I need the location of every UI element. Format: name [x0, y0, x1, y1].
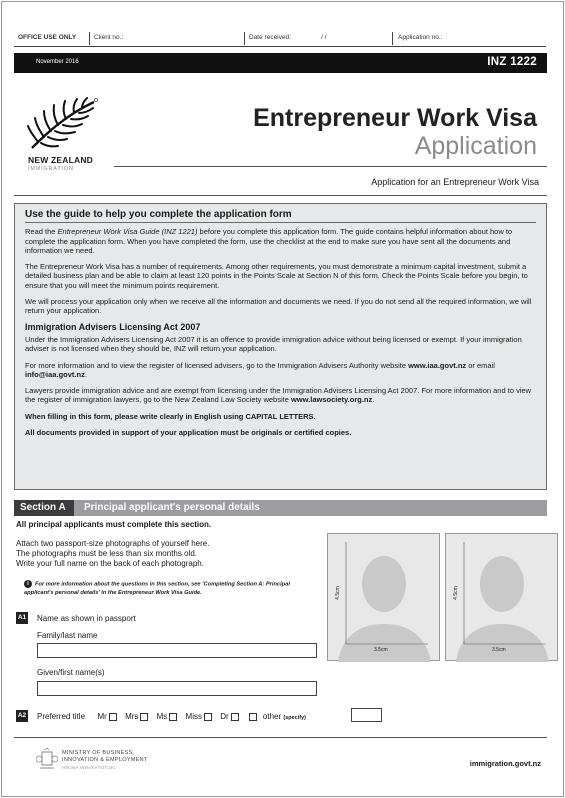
office-use-strip: [14, 30, 546, 47]
date-separators: / /: [321, 34, 327, 41]
guide-paragraph: For more information and to view the register of licensed advisers, go to the Immigration Advisers Authority website www.iaa.govt.nz or email info@iaa.govt.nz.: [25, 360, 495, 379]
question-number-a2: A2: [16, 710, 28, 722]
form-code: INZ 1222: [487, 56, 537, 68]
iaa-website-link[interactable]: www.iaa.govt.nz: [408, 360, 467, 370]
nz-immigration-logo: [24, 96, 104, 176]
guide-info-box: [14, 203, 547, 490]
divider: [114, 166, 547, 167]
divider: [392, 32, 393, 45]
photo-placeholder[interactable]: [445, 533, 558, 661]
title-mrs-checkbox[interactable]: [140, 713, 148, 721]
a1-label: Name as shown in passport: [37, 614, 136, 623]
photo-width-label: 3.5cm: [492, 647, 506, 653]
specify-label: (specify): [283, 715, 306, 721]
application-no-label: Application no.:: [398, 34, 443, 41]
preferred-title-label: Preferred title: [37, 712, 86, 721]
divider: [244, 32, 245, 45]
guide-paragraph: Read the Entrepreneur Work Visa Guide (INZ 1221) before you complete this application form. The guide contains helpful information about how to complete the application form. When you have completed the form, use the checklist at the end to make sure you have sent all the documents and information we need.: [25, 227, 513, 255]
photo-width-label: 3.5cm: [374, 647, 388, 653]
title-mr-checkbox[interactable]: [109, 713, 117, 721]
title-miss-checkbox[interactable]: [204, 713, 212, 721]
title-miss-label: Miss: [185, 712, 202, 721]
given-name-input[interactable]: [37, 681, 317, 696]
act-heading: Immigration Advisers Licensing Act 2007: [25, 321, 201, 332]
silver-fern-icon: [24, 96, 104, 154]
guide-paragraph: The Entrepreneur Work Visa has a number of requirements. Among other requirements, you must demonstrate a minimum capital investment, submit a detailed business plan and be able to claim at least 120 points in the Points Scale at Section N of this form. Check the Points Scale before you begin, to ensure that you will meet the minimum points requirement.: [25, 262, 528, 290]
title-other-input[interactable]: [351, 708, 382, 722]
logo-text-immigration: IMMIGRATION: [28, 166, 74, 172]
family-name-label: Family/last name: [37, 631, 98, 640]
page-title: Entrepreneur Work Visa: [253, 104, 537, 132]
title-ms-label: Ms: [156, 712, 168, 721]
guide-paragraph: We will process your application only when we receive all the information and documents we need. If you do not send all the required information, we will return your application.: [25, 297, 532, 316]
section-title: Principal applicant's personal details: [84, 502, 260, 513]
preferred-title-row: [37, 712, 306, 721]
form-date: November 2016: [36, 59, 79, 65]
law-society-link[interactable]: www.lawsociety.org.nz: [290, 395, 373, 405]
question-number-a1: A1: [16, 612, 28, 624]
page-title-secondary: Application: [414, 132, 537, 160]
section-instruction: All principal applicants must complete this section.: [16, 520, 212, 529]
guide-paragraph: When filling in this form, please write clearly in English using CAPITAL LETTERS.: [25, 411, 316, 421]
info-note: i For more information about the questions in this section, see 'Completing Section A: Principal applicant's personal details' in the Entrepreneur Work Visa Guide.: [24, 581, 290, 596]
section-a-header: [14, 500, 547, 516]
logo-text-nz: NEW ZEALAND: [28, 155, 93, 165]
section-label: Section A: [14, 500, 74, 516]
divider: [14, 737, 547, 738]
person-silhouette-icon: [446, 534, 559, 662]
form-header-bar: [14, 53, 547, 73]
title-other-checkbox[interactable]: [249, 713, 257, 721]
title-dr-checkbox[interactable]: [231, 713, 239, 721]
immigration-website-link[interactable]: immigration.govt.nz: [469, 759, 541, 768]
family-name-input[interactable]: [37, 643, 317, 658]
client-no-label: Client no.:: [94, 34, 124, 41]
ministry-name: MINISTRY OF BUSINESS, INNOVATION & EMPLOYMENT HĪKINA WHAKATUTUKI: [62, 750, 148, 770]
iaa-email-link[interactable]: info@iaa.govt.nz: [25, 369, 85, 379]
person-silhouette-icon: [328, 534, 441, 662]
guide-heading: Use the guide to help you complete the application form: [25, 210, 536, 223]
office-use-label: OFFICE USE ONLY: [18, 34, 77, 41]
info-icon: i: [24, 580, 32, 588]
page-subtitle: Application for an Entrepreneur Work Visa: [371, 177, 539, 187]
divider: [89, 32, 90, 45]
photo-height-label: 4.5cm: [452, 586, 459, 600]
title-ms-checkbox[interactable]: [169, 713, 177, 721]
given-name-label: Given/first name(s): [37, 668, 105, 677]
title-dr-label: Dr: [220, 712, 229, 721]
guide-paragraph: Lawyers provide immigration advice and are exempt from licensing under the Immigration Advisers Licensing Act 2007. For more information and to view the register of immigration lawyers, go to the New Zealand Law Society website www.lawsociety.org.nz.: [25, 386, 532, 405]
photo-placeholder[interactable]: [327, 533, 440, 661]
coat-of-arms-icon: [36, 748, 58, 772]
title-mrs-label: Mrs: [125, 712, 139, 721]
divider: [14, 195, 547, 196]
photo-height-label: 4.5cm: [334, 586, 341, 600]
title-mr-label: Mr: [97, 712, 107, 721]
guide-paragraph: Under the Immigration Advisers Licensing Act 2007 it is an offence to provide immigration advice without being licensed or exempt. If your immigration adviser is not licensed when they should be, INZ will return your application.: [25, 334, 522, 354]
title-other-label: other: [262, 712, 282, 721]
guide-paragraph: All documents provided in support of your application must be originals or certified copies.: [25, 428, 352, 438]
date-received-label: Date received:: [249, 34, 291, 41]
photo-instructions: Attach two passport-size photographs of yourself here. The photographs must be less than six months old. Write your full name on the back of each photograph.: [16, 539, 210, 568]
